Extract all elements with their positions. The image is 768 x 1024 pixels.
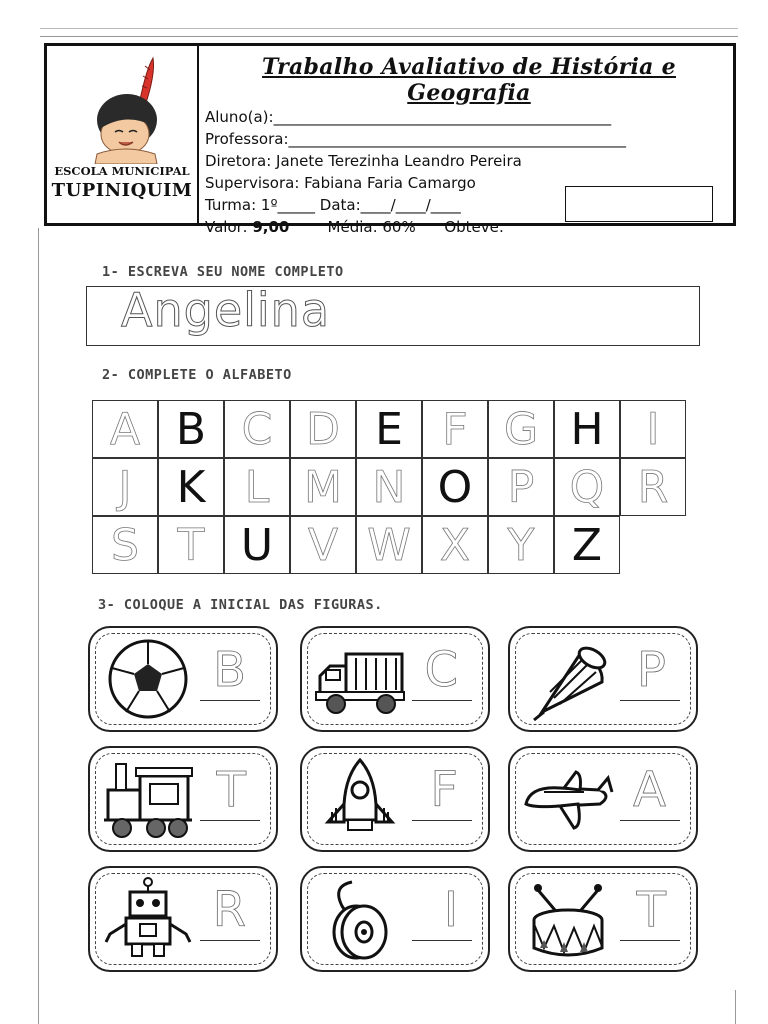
soccer-ball-icon <box>100 636 196 722</box>
answer-line[interactable] <box>412 820 472 821</box>
alphabet-cell-a[interactable]: A <box>92 400 158 458</box>
alphabet-cell-v[interactable]: V <box>290 516 356 574</box>
student-line[interactable]: Aluno(a):_____________________________________________ <box>205 108 612 126</box>
alphabet-cell-j[interactable]: J <box>92 458 158 516</box>
supervisor-line: Supervisora: Fabiana Faria Camargo <box>205 174 476 192</box>
truck-icon <box>312 636 408 722</box>
figure-card[interactable] <box>300 866 490 972</box>
rocket-icon <box>312 756 408 842</box>
answer-line[interactable] <box>620 820 680 821</box>
left-margin-line <box>38 228 39 1024</box>
alphabet-cell-p[interactable]: P <box>488 458 554 516</box>
average-label: Média: 60% <box>289 218 416 236</box>
figure-initial-letter: T <box>636 882 666 938</box>
alphabet-cell-o[interactable]: O <box>422 458 488 516</box>
figure-card[interactable] <box>508 866 698 972</box>
figure-card[interactable] <box>300 626 490 732</box>
alphabet-cell-m[interactable]: M <box>290 458 356 516</box>
question-1-label: 1- ESCREVA SEU NOME COMPLETO <box>102 264 344 280</box>
school-logo <box>47 46 199 223</box>
alphabet-cell-w[interactable]: W <box>356 516 422 574</box>
figure-initial-letter: T <box>216 762 246 818</box>
figure-initial-letter: P <box>637 642 666 698</box>
alphabet-cell-e[interactable]: E <box>356 400 422 458</box>
figure-initial-letter: A <box>633 762 666 818</box>
teacher-line[interactable]: Professora:_____________________________________________ <box>205 130 627 148</box>
value-label: Valor: <box>205 218 253 236</box>
figure-initial-letter: C <box>424 642 458 698</box>
answer-line[interactable] <box>412 940 472 941</box>
robot-icon <box>100 876 196 962</box>
alphabet-cell-x[interactable]: X <box>422 516 488 574</box>
alphabet-cell-q[interactable]: Q <box>554 458 620 516</box>
answer-line[interactable] <box>200 820 260 821</box>
question-3-label: 3- COLOQUE A INICIAL DAS FIGURAS. <box>98 597 383 613</box>
name-box[interactable] <box>86 283 700 346</box>
right-margin-line <box>735 990 736 1024</box>
answer-line[interactable] <box>620 940 680 941</box>
answer-line[interactable] <box>412 700 472 701</box>
logo-school-line: ESCOLA MUNICIPAL <box>54 164 190 178</box>
answer-line[interactable] <box>200 940 260 941</box>
obtained-label: Obteve: <box>415 218 504 236</box>
alphabet-cell-c[interactable]: C <box>224 400 290 458</box>
alphabet-cell-y[interactable]: Y <box>488 516 554 574</box>
figure-initial-letter: F <box>430 762 458 818</box>
figure-initial-letter: B <box>213 642 246 698</box>
worksheet-title: Trabalho Avaliativo de História e Geografia <box>262 54 676 106</box>
grade-box[interactable] <box>565 186 713 222</box>
yoyo-icon <box>312 876 408 962</box>
alphabet-cell-l[interactable]: L <box>224 458 290 516</box>
figure-card[interactable] <box>88 866 278 972</box>
figure-card[interactable] <box>88 746 278 852</box>
class-date-line[interactable]: Turma: 1º_____ Data:____/____/____ <box>205 196 461 214</box>
director-line: Diretora: Janete Terezinha Leandro Pereira <box>205 152 522 170</box>
figure-card[interactable] <box>508 746 698 852</box>
header-info <box>199 46 733 236</box>
alphabet-cell-s[interactable]: S <box>92 516 158 574</box>
alphabet-cell-b[interactable]: B <box>158 400 224 458</box>
figure-card[interactable] <box>300 746 490 852</box>
figure-initial-letter: I <box>443 882 458 938</box>
question-2-label: 2- COMPLETE O ALFABETO <box>102 367 292 383</box>
figure-card[interactable] <box>88 626 278 732</box>
alphabet-cell-t[interactable]: T <box>158 516 224 574</box>
top-divider-2 <box>40 36 738 37</box>
alphabet-cell-i[interactable]: I <box>620 400 686 458</box>
drum-icon <box>520 876 616 962</box>
worksheet-header <box>44 43 736 236</box>
name-trace-text: Angelina <box>121 283 331 337</box>
alphabet-cell-u[interactable]: U <box>224 516 290 574</box>
alphabet-cell-n[interactable]: N <box>356 458 422 516</box>
figure-card[interactable] <box>508 626 698 732</box>
top-divider <box>40 28 738 29</box>
alphabet-cell-f[interactable]: F <box>422 400 488 458</box>
alphabet-cell-g[interactable]: G <box>488 400 554 458</box>
value-amount: 9,00 <box>252 218 290 236</box>
figure-initial-letter: R <box>212 882 246 938</box>
answer-line[interactable] <box>620 700 680 701</box>
indian-boy-icon <box>47 46 197 164</box>
alphabet-cell-r[interactable]: R <box>620 458 686 516</box>
spinning-top-icon <box>520 636 616 722</box>
logo-school-name: TUPINIQUIM <box>51 180 193 201</box>
alphabet-cell-k[interactable]: K <box>158 458 224 516</box>
train-icon <box>100 756 196 842</box>
alphabet-cell-z[interactable]: Z <box>554 516 620 574</box>
airplane-icon <box>520 756 616 842</box>
alphabet-cell-h[interactable]: H <box>554 400 620 458</box>
alphabet-cell-d[interactable]: D <box>290 400 356 458</box>
answer-line[interactable] <box>200 700 260 701</box>
